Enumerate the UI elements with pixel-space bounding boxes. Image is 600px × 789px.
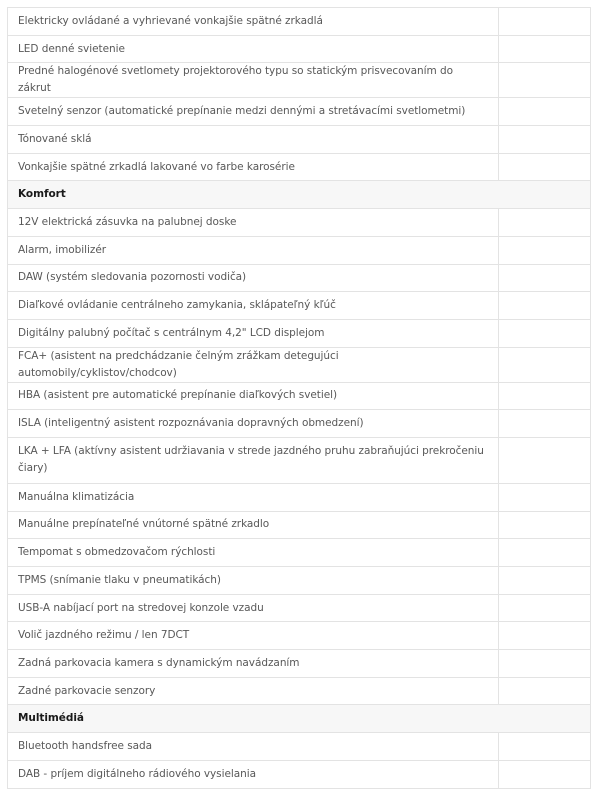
feature-value bbox=[499, 511, 591, 539]
feature-label: DAB - príjem digitálneho rádiového vysielania bbox=[8, 760, 499, 788]
feature-value bbox=[499, 209, 591, 237]
table-row bbox=[8, 35, 591, 63]
table-row bbox=[8, 236, 591, 264]
feature-label: ISLA (inteligentný asistent rozpoznávania dopravných obmedzení) bbox=[8, 410, 499, 438]
feature-label: FCA+ (asistent na predchádzanie čelným zrážkam detegujúci automobily/cyklistov/chodcov) bbox=[8, 347, 499, 382]
feature-value bbox=[499, 98, 591, 126]
feature-label: Zadné parkovacie senzory bbox=[8, 677, 499, 705]
feature-value bbox=[499, 567, 591, 595]
feature-value bbox=[499, 319, 591, 347]
feature-label: Elektricky ovládané a vyhrievané vonkajšie spätné zrkadlá bbox=[8, 8, 499, 36]
table-row bbox=[8, 8, 591, 36]
feature-value bbox=[499, 8, 591, 36]
feature-label: Alarm, imobilizér bbox=[8, 236, 499, 264]
feature-label: Digitálny palubný počítač s centrálnym 4,2" LCD displejom bbox=[8, 319, 499, 347]
section-header-row bbox=[8, 705, 591, 733]
table-row bbox=[8, 347, 591, 382]
table-row bbox=[8, 677, 591, 705]
section-title: Multimédiá bbox=[8, 705, 591, 733]
feature-label: LED denné svietenie bbox=[8, 35, 499, 63]
feature-value bbox=[499, 264, 591, 292]
table-row bbox=[8, 539, 591, 567]
feature-label: Tempomat s obmedzovačom rýchlosti bbox=[8, 539, 499, 567]
feature-label: Manuálna klimatizácia bbox=[8, 483, 499, 511]
table-row bbox=[8, 594, 591, 622]
feature-label: DAW (systém sledovania pozornosti vodiča) bbox=[8, 264, 499, 292]
feature-label: Tónované sklá bbox=[8, 126, 499, 154]
table-row bbox=[8, 126, 591, 154]
feature-value bbox=[499, 347, 591, 382]
feature-value bbox=[499, 382, 591, 410]
feature-label: LKA + LFA (aktívny asistent udržiavania v strede jazdného pruhu zabraňujúci prekročeniu čiary) bbox=[8, 437, 499, 483]
feature-value bbox=[499, 622, 591, 650]
feature-value bbox=[499, 437, 591, 483]
table-row bbox=[8, 209, 591, 237]
feature-value bbox=[499, 153, 591, 181]
feature-label: Vonkajšie spätné zrkadlá lakované vo farbe karosérie bbox=[8, 153, 499, 181]
table-row bbox=[8, 733, 591, 761]
table-row bbox=[8, 153, 591, 181]
table-row bbox=[8, 760, 591, 788]
feature-label: Predné halogénové svetlomety projektorového typu so statickým prisvecovaním do zákrut bbox=[8, 63, 499, 98]
table-row bbox=[8, 410, 591, 438]
table-row bbox=[8, 382, 591, 410]
feature-label: Zadná parkovacia kamera s dynamickým navádzaním bbox=[8, 650, 499, 678]
table-row bbox=[8, 98, 591, 126]
feature-label: Bluetooth handsfree sada bbox=[8, 733, 499, 761]
table-row bbox=[8, 319, 591, 347]
feature-value bbox=[499, 35, 591, 63]
table-row bbox=[8, 622, 591, 650]
table-row bbox=[8, 567, 591, 595]
section-header-row bbox=[8, 181, 591, 209]
table-row bbox=[8, 650, 591, 678]
feature-value bbox=[499, 539, 591, 567]
feature-label: Volič jazdného režimu / len 7DCT bbox=[8, 622, 499, 650]
feature-label: TPMS (snímanie tlaku v pneumatikách) bbox=[8, 567, 499, 595]
feature-value bbox=[499, 650, 591, 678]
feature-value bbox=[499, 236, 591, 264]
feature-label: Diaľkové ovládanie centrálneho zamykania, sklápateľný kľúč bbox=[8, 292, 499, 320]
feature-value bbox=[499, 760, 591, 788]
table-row bbox=[8, 292, 591, 320]
feature-value bbox=[499, 677, 591, 705]
table-row bbox=[8, 511, 591, 539]
feature-label: Manuálne prepínateľné vnútorné spätné zrkadlo bbox=[8, 511, 499, 539]
feature-value bbox=[499, 63, 591, 98]
section-title: Komfort bbox=[8, 181, 591, 209]
table-row bbox=[8, 264, 591, 292]
equipment-table-body bbox=[8, 8, 591, 789]
feature-label: Svetelný senzor (automatické prepínanie medzi dennými a stretávacími svetlometmi) bbox=[8, 98, 499, 126]
feature-value bbox=[499, 126, 591, 154]
feature-value bbox=[499, 733, 591, 761]
table-row bbox=[8, 63, 591, 98]
feature-label: USB-A nabíjací port na stredovej konzole vzadu bbox=[8, 594, 499, 622]
table-row bbox=[8, 483, 591, 511]
feature-value bbox=[499, 410, 591, 438]
equipment-table bbox=[7, 7, 591, 789]
feature-label: HBA (asistent pre automatické prepínanie diaľkových svetiel) bbox=[8, 382, 499, 410]
feature-value bbox=[499, 594, 591, 622]
table-row bbox=[8, 437, 591, 483]
feature-value bbox=[499, 292, 591, 320]
feature-label: 12V elektrická zásuvka na palubnej doske bbox=[8, 209, 499, 237]
feature-value bbox=[499, 483, 591, 511]
equipment-table-container bbox=[7, 7, 591, 789]
